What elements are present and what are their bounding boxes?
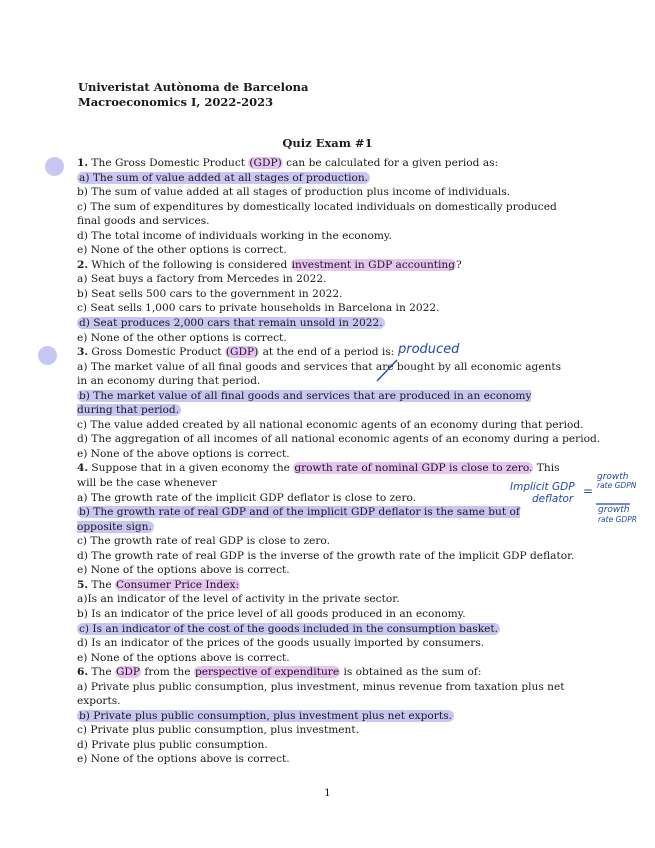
q1-option-e: e) None of the other options is correct. [77,244,287,257]
question-5: 5. The Consumer Price Index: [77,578,240,591]
highlight: d) Seat produces 2,000 cars that remain unsold in 2022. [79,317,383,330]
handwritten-produced: produced [398,342,460,357]
q1-option-d: d) The total income of individuals working in the economy. [77,229,392,242]
q6-option-d: d) Private plus public consumption. [77,738,268,751]
q6-option-e: e) None of the options above is correct. [77,753,290,766]
q4-option-c: c) The growth rate of real GDP is close to zero. [77,535,330,548]
highlight: b) Private plus public consumption, plus investment plus net exports. [79,709,452,722]
q1-option-b: b) The sum of value added at all stages of production plus income of individuals. [77,186,511,199]
question-3: 3. Gross Domestic Product (GDP) at the end of a period is: [77,346,395,359]
q3-option-c: c) The value added created by all national economic agents of an economy during that period. [77,418,584,431]
handwritten-rate-gdpr: rate GDPR [598,515,637,524]
strike-stroke [377,360,397,381]
q5-option-b: b) Is an indicator of the price level of all goods produced in an economy. [77,607,466,620]
q2-option-e: e) None of the other options is correct. [77,331,287,344]
q2-option-a: a) Seat buys a factory from Mercedes in 2022. [77,273,327,286]
q4-option-d: d) The growth rate of real GDP is the inverse of the growth rate of the implicit GDP deflator. [77,549,575,562]
q3-option-e: e) None of the above options is correct. [77,447,290,460]
highlight: a) The sum of value added at all stages of production. [79,171,369,184]
page-number: 1 [324,787,331,799]
q6-option-a: a) Private plus public consumption, plus investment, minus revenue from taxation plus net exports. [77,680,565,708]
q5-option-a: a)Is an indicator of the level of activity in the private sector. [77,593,400,606]
q4-option-a: a) The growth rate of the implicit GDP deflator is close to zero. [77,491,417,504]
handwritten-equals: = [583,484,594,498]
handwritten-implicit-gdp: Implicit GDP [510,481,575,493]
highlight: GDP [115,666,141,679]
highlight: investment in GDP accounting [291,258,456,271]
highlight: perspective of expenditure [194,666,340,679]
q3-option-d: d) The aggregation of all incomes of all national economic agents of an economy during a period. [77,433,601,446]
q1-option-c: c) The sum of expenditures by domestically located individuals on domestically produced final goods and services. [77,200,557,228]
highlight: (GDP) [225,346,259,359]
question-1: 1. The Gross Domestic Product (GDP) can be calculated for a given period as: [77,157,499,169]
university-name: Univeristat Autònoma de Barcelona [78,80,309,94]
question-4: 4. Suppose that in a given economy the growth rate of nominal GDP is close to zero. This will be the case whenever [77,462,560,490]
q2-option-b: b) Seat sells 500 cars to the government in 2022. [77,287,343,300]
handwritten-growth-2: growth [598,505,630,515]
handwritten-rate-gdpn: rate GDPN [597,481,637,490]
question-2: 2. Which of the following is considered investment in GDP accounting? [77,258,462,271]
highlight: (GDP) [249,157,282,169]
highlight: b) The market value of all final goods and services that are produced in an economy during that period. [77,389,532,417]
q6-option-c: c) Private plus public consumption, plus investment. [77,724,359,737]
q2-option-c: c) Seat sells 1,000 cars to private households in Barcelona in 2022. [77,302,440,315]
highlight: Consumer Price Index: [115,578,240,591]
question-6: 6. The GDP from the perspective of expenditure is obtained as the sum of: [77,666,482,679]
q5-option-d: d) Is an indicator of the prices of the goods usually imported by consumers. [77,637,485,650]
quiz-title: Quiz Exam #1 [282,136,373,150]
highlight: growth rate of nominal GDP is close to zero. [294,462,533,475]
course-name: Macroeconomics I, 2022-2023 [78,95,274,109]
q5-option-e: e) None of the options above is correct. [77,651,290,664]
highlight: c) Is an indicator of the cost of the goods included in the consumption basket. [79,622,499,635]
handwritten-growth-1: growth [597,472,629,482]
highlight: b) The growth rate of real GDP and of the implicit GDP deflator is the same but of opposite sign. [77,506,520,533]
handwritten-deflator: deflator [532,493,574,505]
q3-option-a: a) The market value of all final goods and services that are bought by all economic agents in an economy during that period. [77,360,562,388]
q4-option-e: e) None of the options above is correct. [77,564,290,577]
